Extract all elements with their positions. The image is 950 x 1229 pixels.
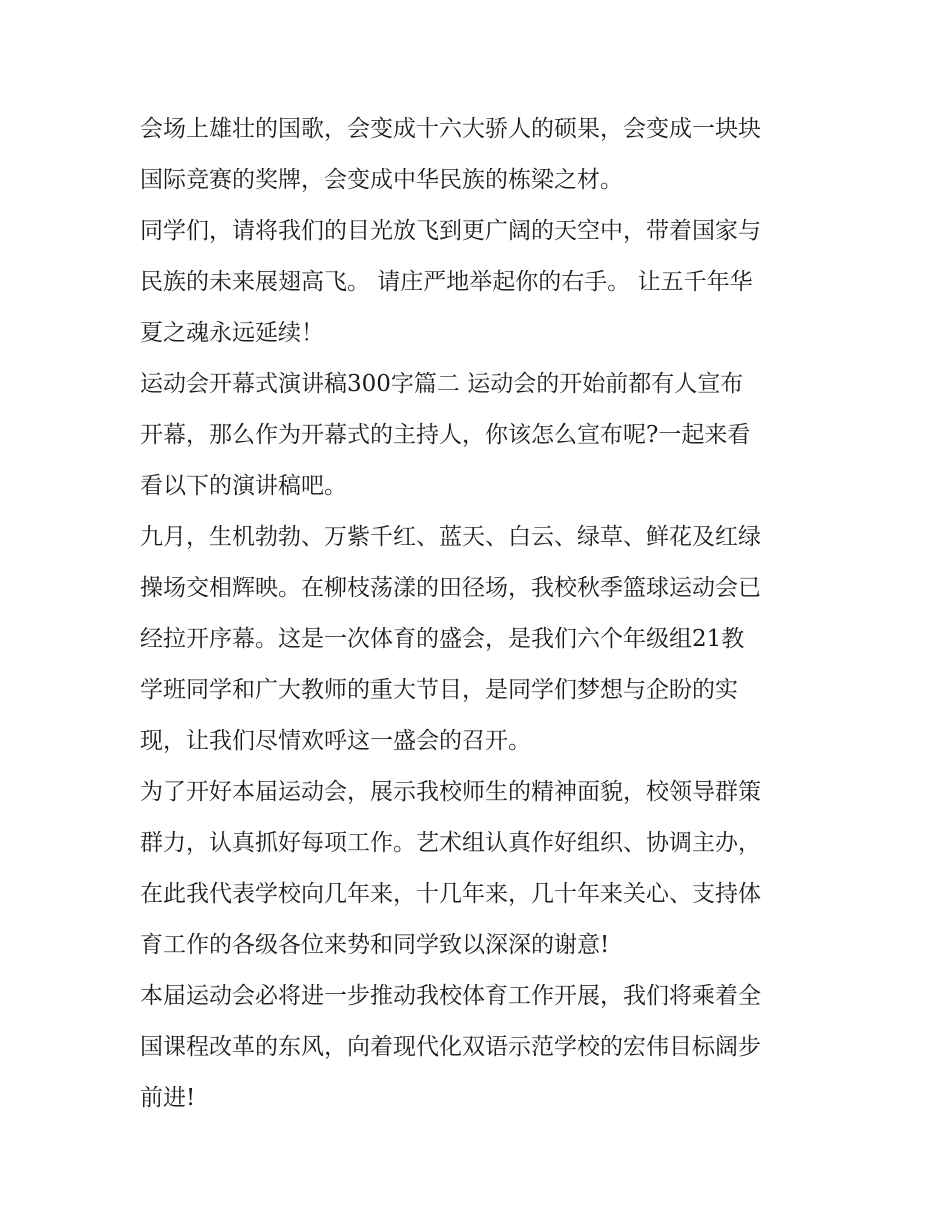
body-text: [140, 104, 820, 1124]
text-line: 同学们，请将我们的目光放飞到更广阔的天空中，带着国家与: [140, 218, 761, 244]
text-line: 群力，认真抓好每项工作。艺术组认真作好组织、协调主办，: [140, 830, 761, 856]
text-line: 本届运动会必将进一步推动我校体育工作开展，我们将乘着全: [140, 983, 761, 1009]
text-line: 国课程改革的东风，向着现代化双语示范学校的宏伟目标阔步: [140, 1034, 761, 1060]
text-line: 为了开好本届运动会，展示我校师生的精神面貌，校领导群策: [140, 779, 761, 805]
text-line: 运动会开幕式演讲稿300字篇二 运动会的开始前都有人宣布: [140, 371, 744, 397]
text-line: 九月，生机勃勃、万紫千红、蓝天、白云、绿草、鲜花及红绿: [140, 524, 761, 550]
text-line: 开幕，那么作为开幕式的主持人，你该怎么宣布呢?一起来看: [140, 422, 751, 448]
text-line: 育工作的各级各位来势和同学致以深深的谢意!: [140, 932, 610, 958]
text-line: 在此我代表学校向几年来，十几年来，几十年来关心、支持体: [140, 881, 761, 907]
text-line: 学班同学和广大教师的重大节目，是同学们梦想与企盼的实: [140, 677, 738, 703]
text-line: 夏之魂永远延续！: [140, 320, 324, 346]
text-line: 现，让我们尽情欢呼这一盛会的召开。: [140, 728, 531, 754]
text-line: 国际竞赛的奖牌，会变成中华民族的栋梁之材。: [140, 167, 623, 193]
text-line: 操场交相辉映。在柳枝荡漾的田径场，我校秋季篮球运动会已: [140, 575, 761, 601]
text-line: 民族的未来展翅高飞。 请庄严地举起你的右手。 让五千年华: [140, 269, 753, 295]
text-line: 前进!: [140, 1085, 196, 1111]
text-line: 经拉开序幕。这是一次体育的盛会，是我们六个年级组21教: [140, 626, 745, 652]
text-line: 看以下的演讲稿吧。: [140, 473, 347, 499]
text-line: 会场上雄壮的国歌，会变成十六大骄人的硕果，会变成一块块: [140, 116, 761, 142]
